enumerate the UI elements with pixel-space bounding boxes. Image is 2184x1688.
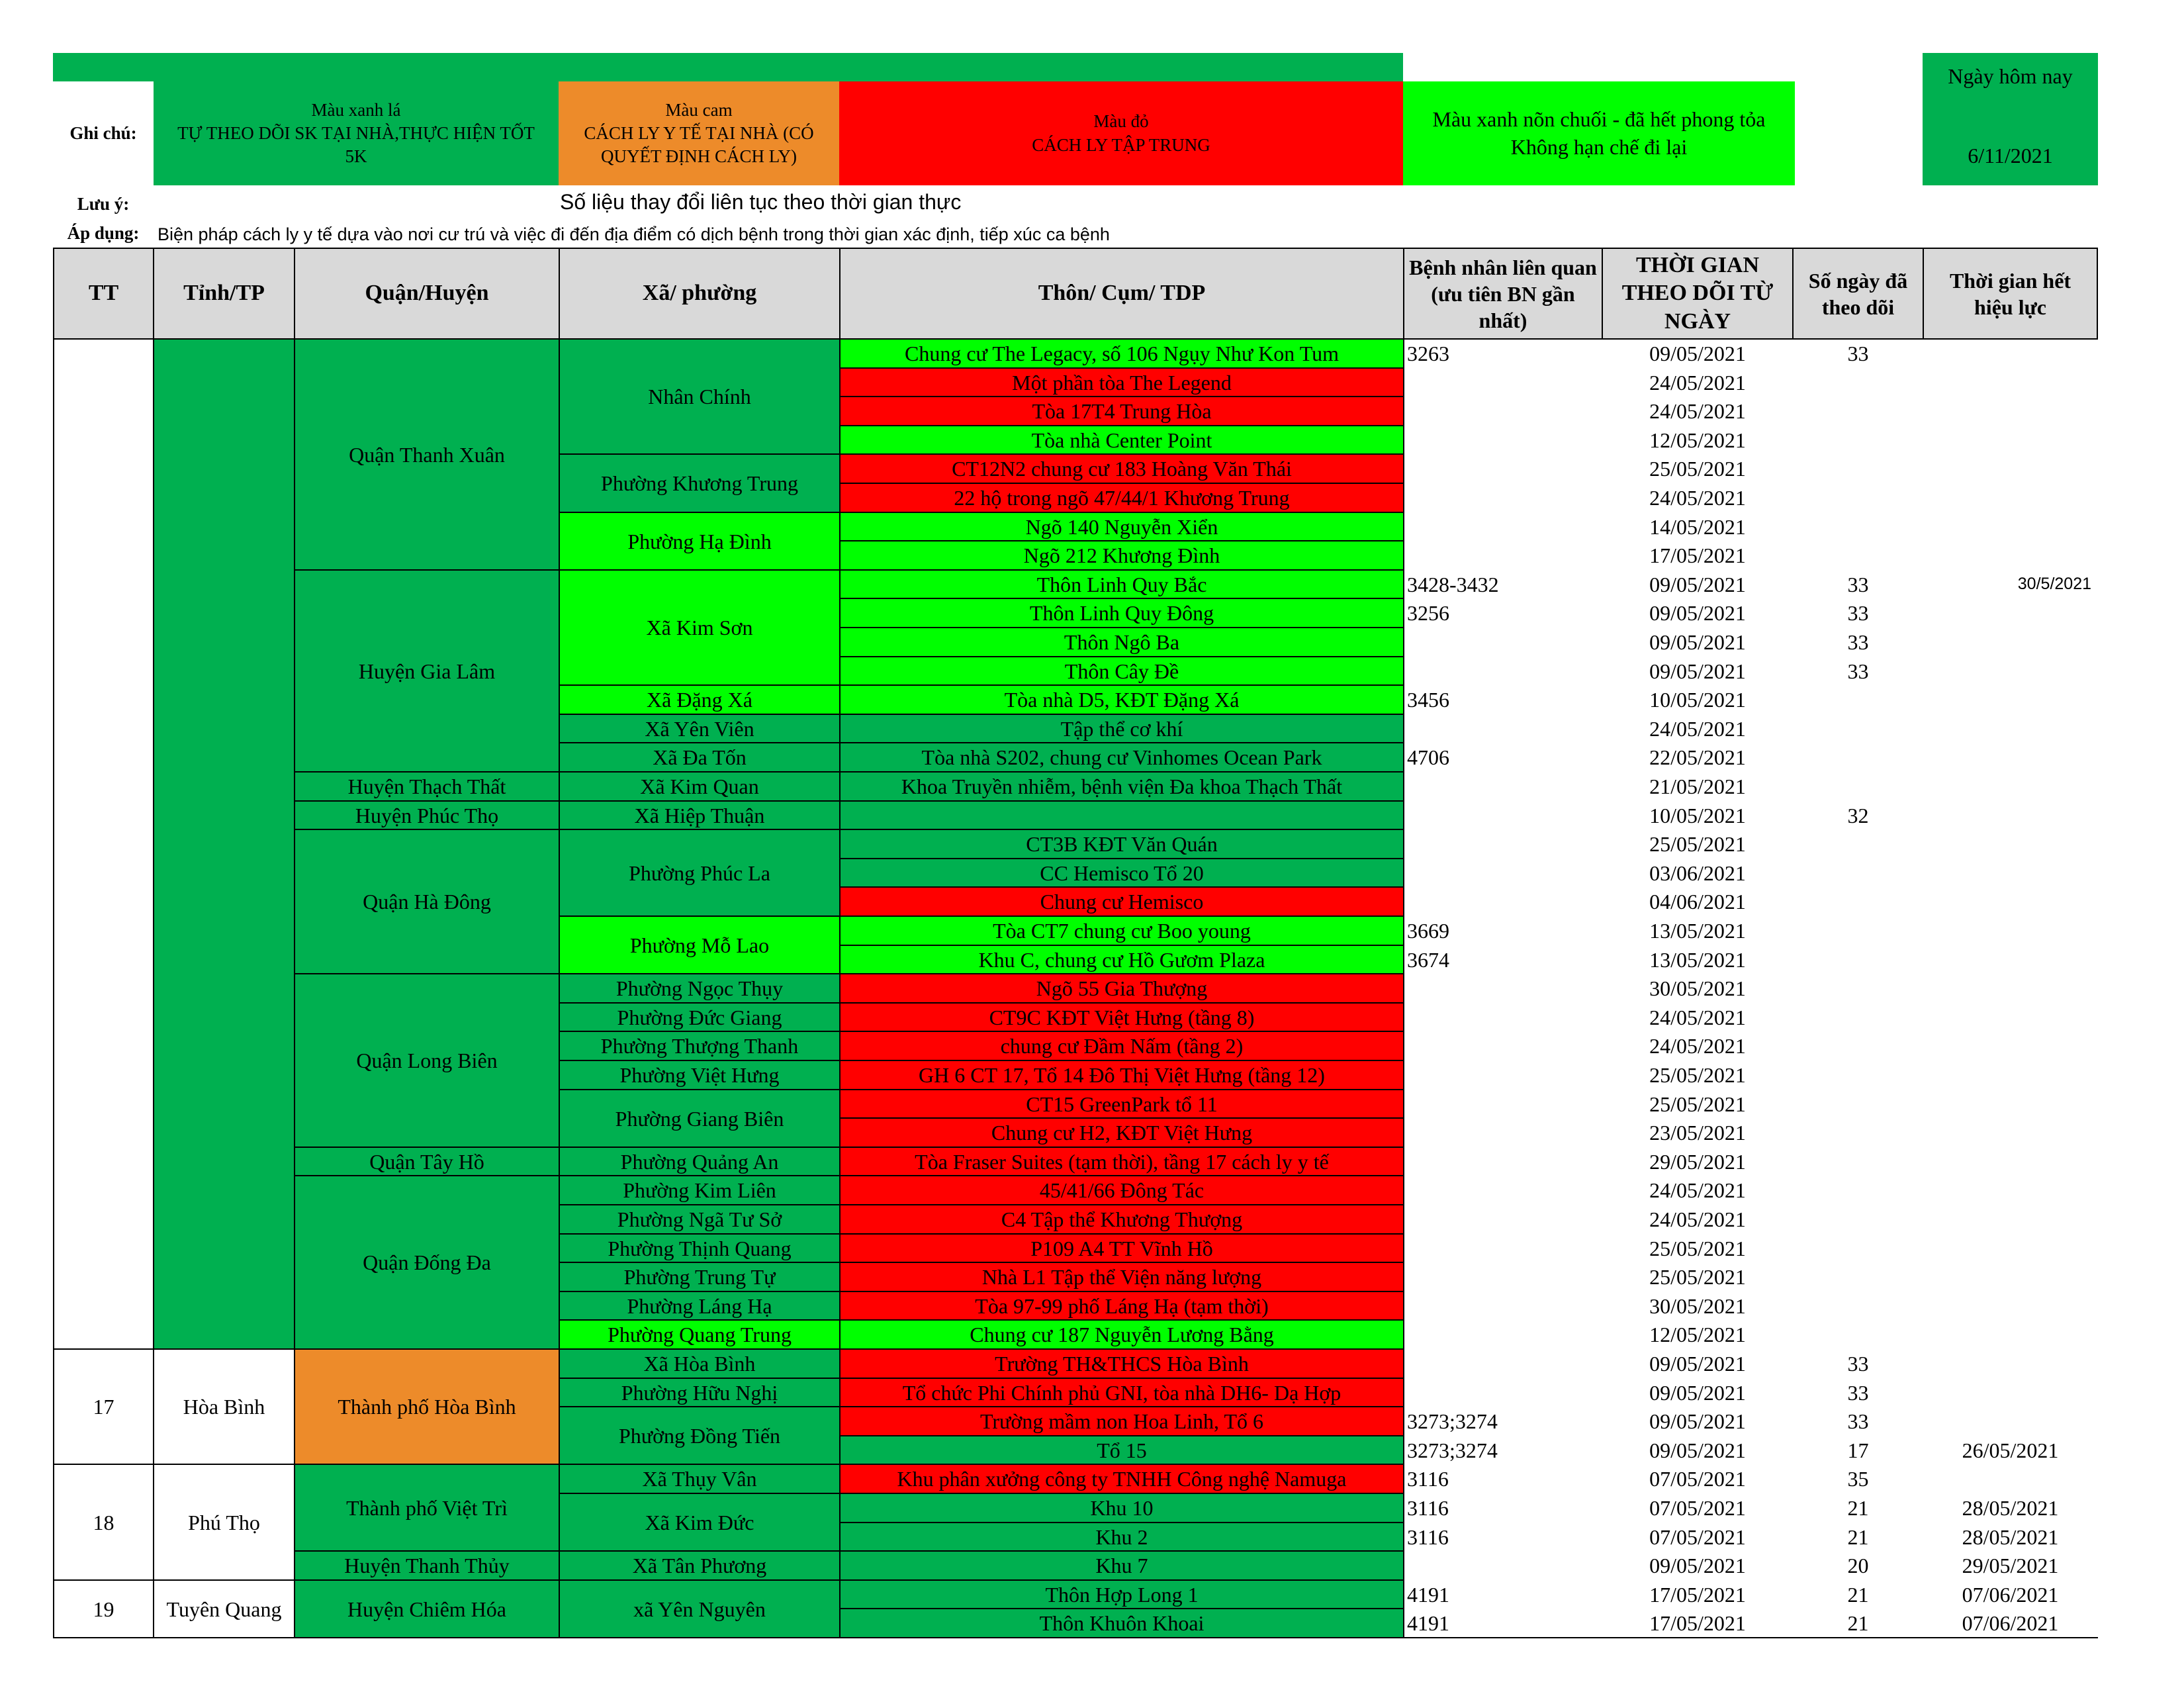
- start-date-cell: 13/05/2021: [1649, 919, 1746, 943]
- start-date-cell: 25/05/2021: [1649, 1265, 1746, 1289]
- location-cell: Chung cư Hemisco: [839, 886, 1404, 917]
- luu-y-label: Lưu ý:: [77, 193, 130, 214]
- legend-top-bar: [53, 53, 1403, 81]
- location-cell: Thôn Khuôn Khoai: [839, 1608, 1404, 1638]
- ward-cell: xã Yên Nguyên: [559, 1579, 841, 1638]
- legend-red: [839, 81, 1403, 185]
- location-cell: Trường mầm non Hoa Linh, Tổ 6: [839, 1406, 1404, 1436]
- start-date-cell: 07/05/2021: [1649, 1496, 1746, 1520]
- location-cell: CC Hemisco Tổ 20: [839, 858, 1404, 888]
- location-cell: Tòa nhà Center Point: [839, 425, 1404, 455]
- location-cell: Khu C, chung cư Hồ Gươm Plaza: [839, 945, 1404, 974]
- start-date-cell: 07/05/2021: [1649, 1524, 1746, 1549]
- location-cell: Khu phân xưởng công ty TNHH Công nghệ Namuga: [839, 1464, 1404, 1494]
- days-cell: 33: [1847, 1380, 1869, 1405]
- legend-lime: [1403, 81, 1795, 185]
- location-cell: Tổ chức Phi Chính phủ GNI, tòa nhà DH6- Dạ Hợp: [839, 1378, 1404, 1407]
- location-cell: Tòa 17T4 Trung Hòa: [839, 396, 1404, 426]
- start-date-cell: 24/05/2021: [1649, 486, 1746, 510]
- end-date-cell: 07/06/2021: [1962, 1611, 2059, 1635]
- location-cell: Chung cư H2, KĐT Việt Hưng: [839, 1117, 1404, 1148]
- ward-cell: Phường Đồng Tiến: [559, 1406, 841, 1465]
- location-cell: Nhà L1 Tập thể Viện năng lượng: [839, 1262, 1404, 1292]
- start-date-cell: 25/05/2021: [1649, 1092, 1746, 1116]
- patient-cell: 3116: [1407, 1467, 1449, 1491]
- start-date-cell: 24/05/2021: [1649, 1207, 1746, 1231]
- legend-green-title: Màu xanh lá: [311, 99, 401, 120]
- days-cell: 33: [1847, 1409, 1869, 1433]
- header-tt: TT: [53, 248, 154, 340]
- header-thoigian: THỜI GIAN THEO DÕI TỪ NGÀY: [1602, 248, 1794, 340]
- start-date-cell: 17/05/2021: [1649, 1611, 1746, 1635]
- location-cell: Khu 7: [839, 1550, 1404, 1581]
- header-hethieuluc: Thời gian hết hiệu lực: [1923, 248, 2098, 340]
- location-cell: Khu 2: [839, 1522, 1404, 1552]
- start-date-cell: 09/05/2021: [1649, 1438, 1746, 1462]
- province-separator: [53, 1464, 814, 1465]
- today-label: Ngày hôm nay: [1948, 64, 2073, 88]
- end-date-cell: 29/05/2021: [1962, 1554, 2059, 1577]
- ward-cell: Phường Láng Hạ: [559, 1291, 841, 1321]
- start-date-cell: 09/05/2021: [1649, 601, 1746, 625]
- start-date-cell: 04/06/2021: [1649, 890, 1746, 914]
- end-date-cell: 28/05/2021: [1962, 1524, 2059, 1549]
- legend-lime-line1: Màu xanh nõn chuối - đã hết phong tỏa: [1432, 107, 1766, 131]
- legend-orange-title: Màu cam: [665, 99, 733, 120]
- ward-cell: Phường Hữu Nghị: [559, 1378, 841, 1407]
- start-date-cell: 09/05/2021: [1649, 1352, 1746, 1376]
- start-date-cell: 25/05/2021: [1649, 457, 1746, 481]
- start-date-cell: 25/05/2021: [1649, 1063, 1746, 1087]
- province-separator: [53, 1579, 814, 1581]
- luu-y-text: Số liệu thay đổi liên tục theo thời gian thực: [560, 190, 962, 214]
- ward-cell: Phường Khương Trung: [559, 453, 841, 513]
- days-cell: 21: [1847, 1611, 1869, 1635]
- location-cell: GH 6 CT 17, Tổ 14 Đô Thị Việt Hưng (tầng 12): [839, 1060, 1404, 1090]
- end-date-cell: 07/06/2021: [1962, 1582, 2059, 1607]
- start-date-cell: 21/05/2021: [1649, 774, 1746, 798]
- location-cell: Tòa nhà D5, KĐT Đặng Xá: [839, 684, 1404, 715]
- location-cell: Khoa Truyền nhiễm, bệnh viện Đa khoa Thạch Thất: [839, 771, 1404, 802]
- ward-cell: Xã Đa Tốn: [559, 742, 841, 773]
- header-xa: Xã/ phường: [559, 248, 841, 340]
- start-date-cell: 25/05/2021: [1649, 1236, 1746, 1260]
- location-cell: Ngõ 212 Khương Đình: [839, 540, 1404, 571]
- start-date-cell: 23/05/2021: [1649, 1121, 1746, 1145]
- days-cell: 33: [1847, 342, 1869, 365]
- province-name: Phú Thọ: [153, 1464, 295, 1581]
- end-date-cell: 30/5/2021: [2017, 575, 2091, 593]
- legend-green: [154, 81, 559, 185]
- ward-cell: Xã Đặng Xá: [559, 684, 841, 715]
- location-cell: CT15 GreenPark tổ 11: [839, 1089, 1404, 1119]
- today-box: [1923, 53, 2098, 185]
- start-date-cell: 09/05/2021: [1649, 342, 1746, 365]
- district-cell: Thành phố Việt Trì: [294, 1464, 560, 1552]
- start-date-cell: 10/05/2021: [1649, 803, 1746, 827]
- start-date-cell: 17/05/2021: [1649, 1582, 1746, 1607]
- ward-cell: Xã Kim Sơn: [559, 569, 841, 686]
- patient-cell: 3256: [1407, 601, 1449, 625]
- patient-cell: 3674: [1407, 947, 1449, 972]
- location-cell: Một phần tòa The Legend: [839, 367, 1404, 397]
- patient-cell: 3428-3432: [1407, 572, 1499, 596]
- start-date-cell: 03/06/2021: [1649, 861, 1746, 885]
- days-cell: 33: [1847, 601, 1869, 625]
- patient-cell: 4191: [1407, 1611, 1449, 1635]
- ward-cell: Phường Trung Tự: [559, 1262, 841, 1292]
- patient-cell: 3669: [1407, 919, 1449, 943]
- ward-cell: Nhân Chính: [559, 338, 841, 455]
- header-songay: Số ngày đã theo dõi: [1792, 248, 1924, 340]
- patient-cell: 4191: [1407, 1582, 1449, 1607]
- table-outer-frame: [53, 338, 2098, 1638]
- start-date-cell: 09/05/2021: [1649, 1380, 1746, 1405]
- ward-cell: Phường Mỗ Lao: [559, 915, 841, 974]
- ward-cell: Phường Quang Trung: [559, 1319, 841, 1350]
- location-cell: Thôn Hợp Long 1: [839, 1579, 1404, 1609]
- location-cell: Tòa nhà S202, chung cư Vinhomes Ocean Park: [839, 742, 1404, 773]
- province-tt: 18: [53, 1464, 154, 1581]
- legend-green-desc: TỰ THEO DÕI SK TẠI NHÀ,THỰC HIỆN TỐT 5K: [177, 122, 535, 167]
- location-cell: CT9C KĐT Việt Hưng (tầng 8): [839, 1002, 1404, 1032]
- ap-dung-label: Áp dụng:: [67, 222, 140, 243]
- province-tt: 17: [53, 1348, 154, 1465]
- district-cell: Quận Đống Đa: [294, 1175, 560, 1350]
- location-cell: P109 A4 TT Vĩnh Hồ: [839, 1233, 1404, 1263]
- ward-cell: Phường Kim Liên: [559, 1175, 841, 1205]
- start-date-cell: 09/05/2021: [1649, 572, 1746, 596]
- start-date-cell: 24/05/2021: [1649, 370, 1746, 395]
- start-date-cell: 30/05/2021: [1649, 976, 1746, 1000]
- ward-cell: Xã Yên Viên: [559, 714, 841, 743]
- patient-cell: 3273;3274: [1407, 1409, 1498, 1433]
- ward-cell: Xã Hiệp Thuận: [559, 800, 841, 830]
- location-cell: Chung cư The Legacy, số 106 Ngụy Như Kon Tum: [839, 338, 1404, 369]
- days-cell: 20: [1847, 1554, 1869, 1577]
- legend-red-desc: CÁCH LY TẬP TRUNG: [1032, 134, 1210, 155]
- start-date-cell: 09/05/2021: [1649, 1554, 1746, 1577]
- province-name: Hòa Bình: [153, 1348, 295, 1465]
- today-value: 6/11/2021: [1968, 144, 2053, 167]
- ward-cell: Phường Giang Biên: [559, 1089, 841, 1148]
- legend-lime-line2: Không hạn chế đi lại: [1510, 134, 1688, 159]
- header-thon: Thôn/ Cụm/ TDP: [839, 248, 1404, 340]
- header-bn: Bệnh nhân liên quan (ưu tiên BN gần nhất): [1403, 248, 1603, 340]
- days-cell: 21: [1847, 1582, 1869, 1607]
- end-date-cell: 28/05/2021: [1962, 1496, 2059, 1520]
- location-cell: Chung cư 187 Nguyễn Lương Bằng: [839, 1319, 1404, 1350]
- ward-cell: Xã Tân Phương: [559, 1550, 841, 1581]
- ward-cell: Xã Kim Đức: [559, 1493, 841, 1552]
- ward-cell: Phường Việt Hưng: [559, 1060, 841, 1090]
- location-cell: Ngõ 55 Gia Thượng: [839, 973, 1404, 1004]
- district-cell: Quận Hà Đông: [294, 829, 560, 974]
- days-cell: 33: [1847, 1352, 1869, 1376]
- location-cell: Tập thể cơ khí: [839, 714, 1404, 743]
- patient-cell: 3263: [1407, 342, 1449, 365]
- start-date-cell: 14/05/2021: [1649, 514, 1746, 539]
- location-cell: Thôn Cây Đề: [839, 656, 1404, 686]
- location-cell: Khu 10: [839, 1493, 1404, 1523]
- legend-red-title: Màu đỏ: [1093, 111, 1149, 132]
- location-cell: chung cư Đầm Nấm (tầng 2): [839, 1031, 1404, 1061]
- district-cell: Quận Long Biên: [294, 973, 560, 1148]
- ward-cell: Phường Thượng Thanh: [559, 1031, 841, 1061]
- patient-cell: 3273;3274: [1407, 1438, 1498, 1462]
- ward-cell: Phường Ngọc Thụy: [559, 973, 841, 1004]
- province-tt: 19: [53, 1579, 154, 1638]
- location-cell: Tòa 97-99 phố Láng Hạ (tạm thời): [839, 1291, 1404, 1321]
- ward-cell: Phường Đức Giang: [559, 1002, 841, 1032]
- district-cell: Quận Tây Hồ: [294, 1147, 560, 1176]
- district-cell: Quận Thanh Xuân: [294, 338, 560, 571]
- end-date-cell: 26/05/2021: [1962, 1438, 2059, 1462]
- location-cell: C4 Tập thể Khương Thượng: [839, 1204, 1404, 1235]
- ward-cell: Xã Thụy Vân: [559, 1464, 841, 1494]
- location-cell: CT3B KĐT Văn Quán: [839, 829, 1404, 859]
- start-date-cell: 24/05/2021: [1649, 716, 1746, 741]
- days-cell: 32: [1847, 803, 1869, 827]
- ward-cell: Phường Quảng An: [559, 1147, 841, 1176]
- start-date-cell: 24/05/2021: [1649, 1034, 1746, 1058]
- days-cell: 35: [1847, 1467, 1869, 1491]
- days-cell: 17: [1847, 1438, 1869, 1462]
- ward-cell: Xã Kim Quan: [559, 771, 841, 802]
- district-cell: Huyện Thạch Thất: [294, 771, 560, 802]
- ward-cell: Xã Hòa Bình: [559, 1348, 841, 1379]
- location-cell: Thôn Linh Quy Bắc: [839, 569, 1404, 599]
- days-cell: 33: [1847, 659, 1869, 683]
- start-date-cell: 10/05/2021: [1649, 688, 1746, 712]
- start-date-cell: 12/05/2021: [1649, 428, 1746, 452]
- start-date-cell: 13/05/2021: [1649, 947, 1746, 972]
- district-cell: Huyện Gia Lâm: [294, 569, 560, 773]
- province-separator: [53, 1348, 814, 1350]
- province-name: Tuyên Quang: [153, 1579, 295, 1638]
- district-cell: Huyện Thanh Thủy: [294, 1550, 560, 1581]
- header-quan: Quận/Huyện: [294, 248, 560, 340]
- start-date-cell: 30/05/2021: [1649, 1293, 1746, 1318]
- start-date-cell: 29/05/2021: [1649, 1149, 1746, 1174]
- start-date-cell: 24/05/2021: [1649, 1178, 1746, 1202]
- days-cell: 21: [1847, 1496, 1869, 1520]
- ward-cell: Phường Phúc La: [559, 829, 841, 917]
- patient-cell: 4706: [1407, 745, 1449, 769]
- patient-cell: 3456: [1407, 688, 1449, 712]
- location-cell: Tòa CT7 chung cư Boo young: [839, 915, 1404, 946]
- patient-cell: 3116: [1407, 1524, 1449, 1549]
- location-cell: 22 hộ trong ngõ 47/44/1 Khương Trung: [839, 483, 1404, 513]
- ward-cell: Phường Ngã Tư Sở: [559, 1204, 841, 1235]
- ward-cell: Phường Thịnh Quang: [559, 1233, 841, 1263]
- start-date-cell: 25/05/2021: [1649, 832, 1746, 856]
- start-date-cell: 22/05/2021: [1649, 745, 1746, 769]
- location-cell: Thôn Linh Quy Đông: [839, 598, 1404, 628]
- start-date-cell: 07/05/2021: [1649, 1467, 1746, 1491]
- start-date-cell: 09/05/2021: [1649, 1409, 1746, 1433]
- ghi-chu-label: Ghi chú:: [69, 123, 137, 143]
- location-cell: Tòa Fraser Suites (tạm thời), tầng 17 cách ly y tế: [839, 1147, 1404, 1176]
- start-date-cell: 17/05/2021: [1649, 543, 1746, 567]
- start-date-cell: 09/05/2021: [1649, 659, 1746, 683]
- start-date-cell: 09/05/2021: [1649, 630, 1746, 654]
- header-tinh: Tỉnh/TP: [153, 248, 295, 340]
- ward-cell: Phường Hạ Đình: [559, 512, 841, 571]
- legend-orange: [559, 81, 839, 185]
- days-cell: 33: [1847, 630, 1869, 654]
- location-cell: Thôn Ngô Ba: [839, 627, 1404, 657]
- district-cell: Huyện Chiêm Hóa: [294, 1579, 560, 1638]
- location-cell: Trường TH&THCS Hòa Bình: [839, 1348, 1404, 1379]
- start-date-cell: 12/05/2021: [1649, 1323, 1746, 1346]
- district-cell: Huyện Phúc Thọ: [294, 800, 560, 830]
- days-cell: 33: [1847, 572, 1869, 596]
- location-cell: Tổ 15: [839, 1435, 1404, 1465]
- legend-orange-desc: CÁCH LY Y TẾ TẠI NHÀ (CÓ QUYẾT ĐỊNH CÁCH LY): [584, 122, 814, 167]
- location-cell: CT12N2 chung cư 183 Hoàng Văn Thái: [839, 453, 1404, 484]
- days-cell: 21: [1847, 1524, 1869, 1549]
- location-cell: Ngõ 140 Nguyễn Xiển: [839, 512, 1404, 541]
- location-cell: 45/41/66 Đông Tác: [839, 1175, 1404, 1205]
- district-cell: Thành phố Hòa Bình: [294, 1348, 560, 1465]
- start-date-cell: 24/05/2021: [1649, 399, 1746, 423]
- patient-cell: 3116: [1407, 1496, 1449, 1520]
- start-date-cell: 24/05/2021: [1649, 1005, 1746, 1029]
- ap-dung-text: Biện pháp cách ly y tế dựa vào nơi cư trú và việc đi đến địa điểm có dịch bệnh trong thời gian xác định, tiếp xúc ca bệnh: [158, 224, 1110, 244]
